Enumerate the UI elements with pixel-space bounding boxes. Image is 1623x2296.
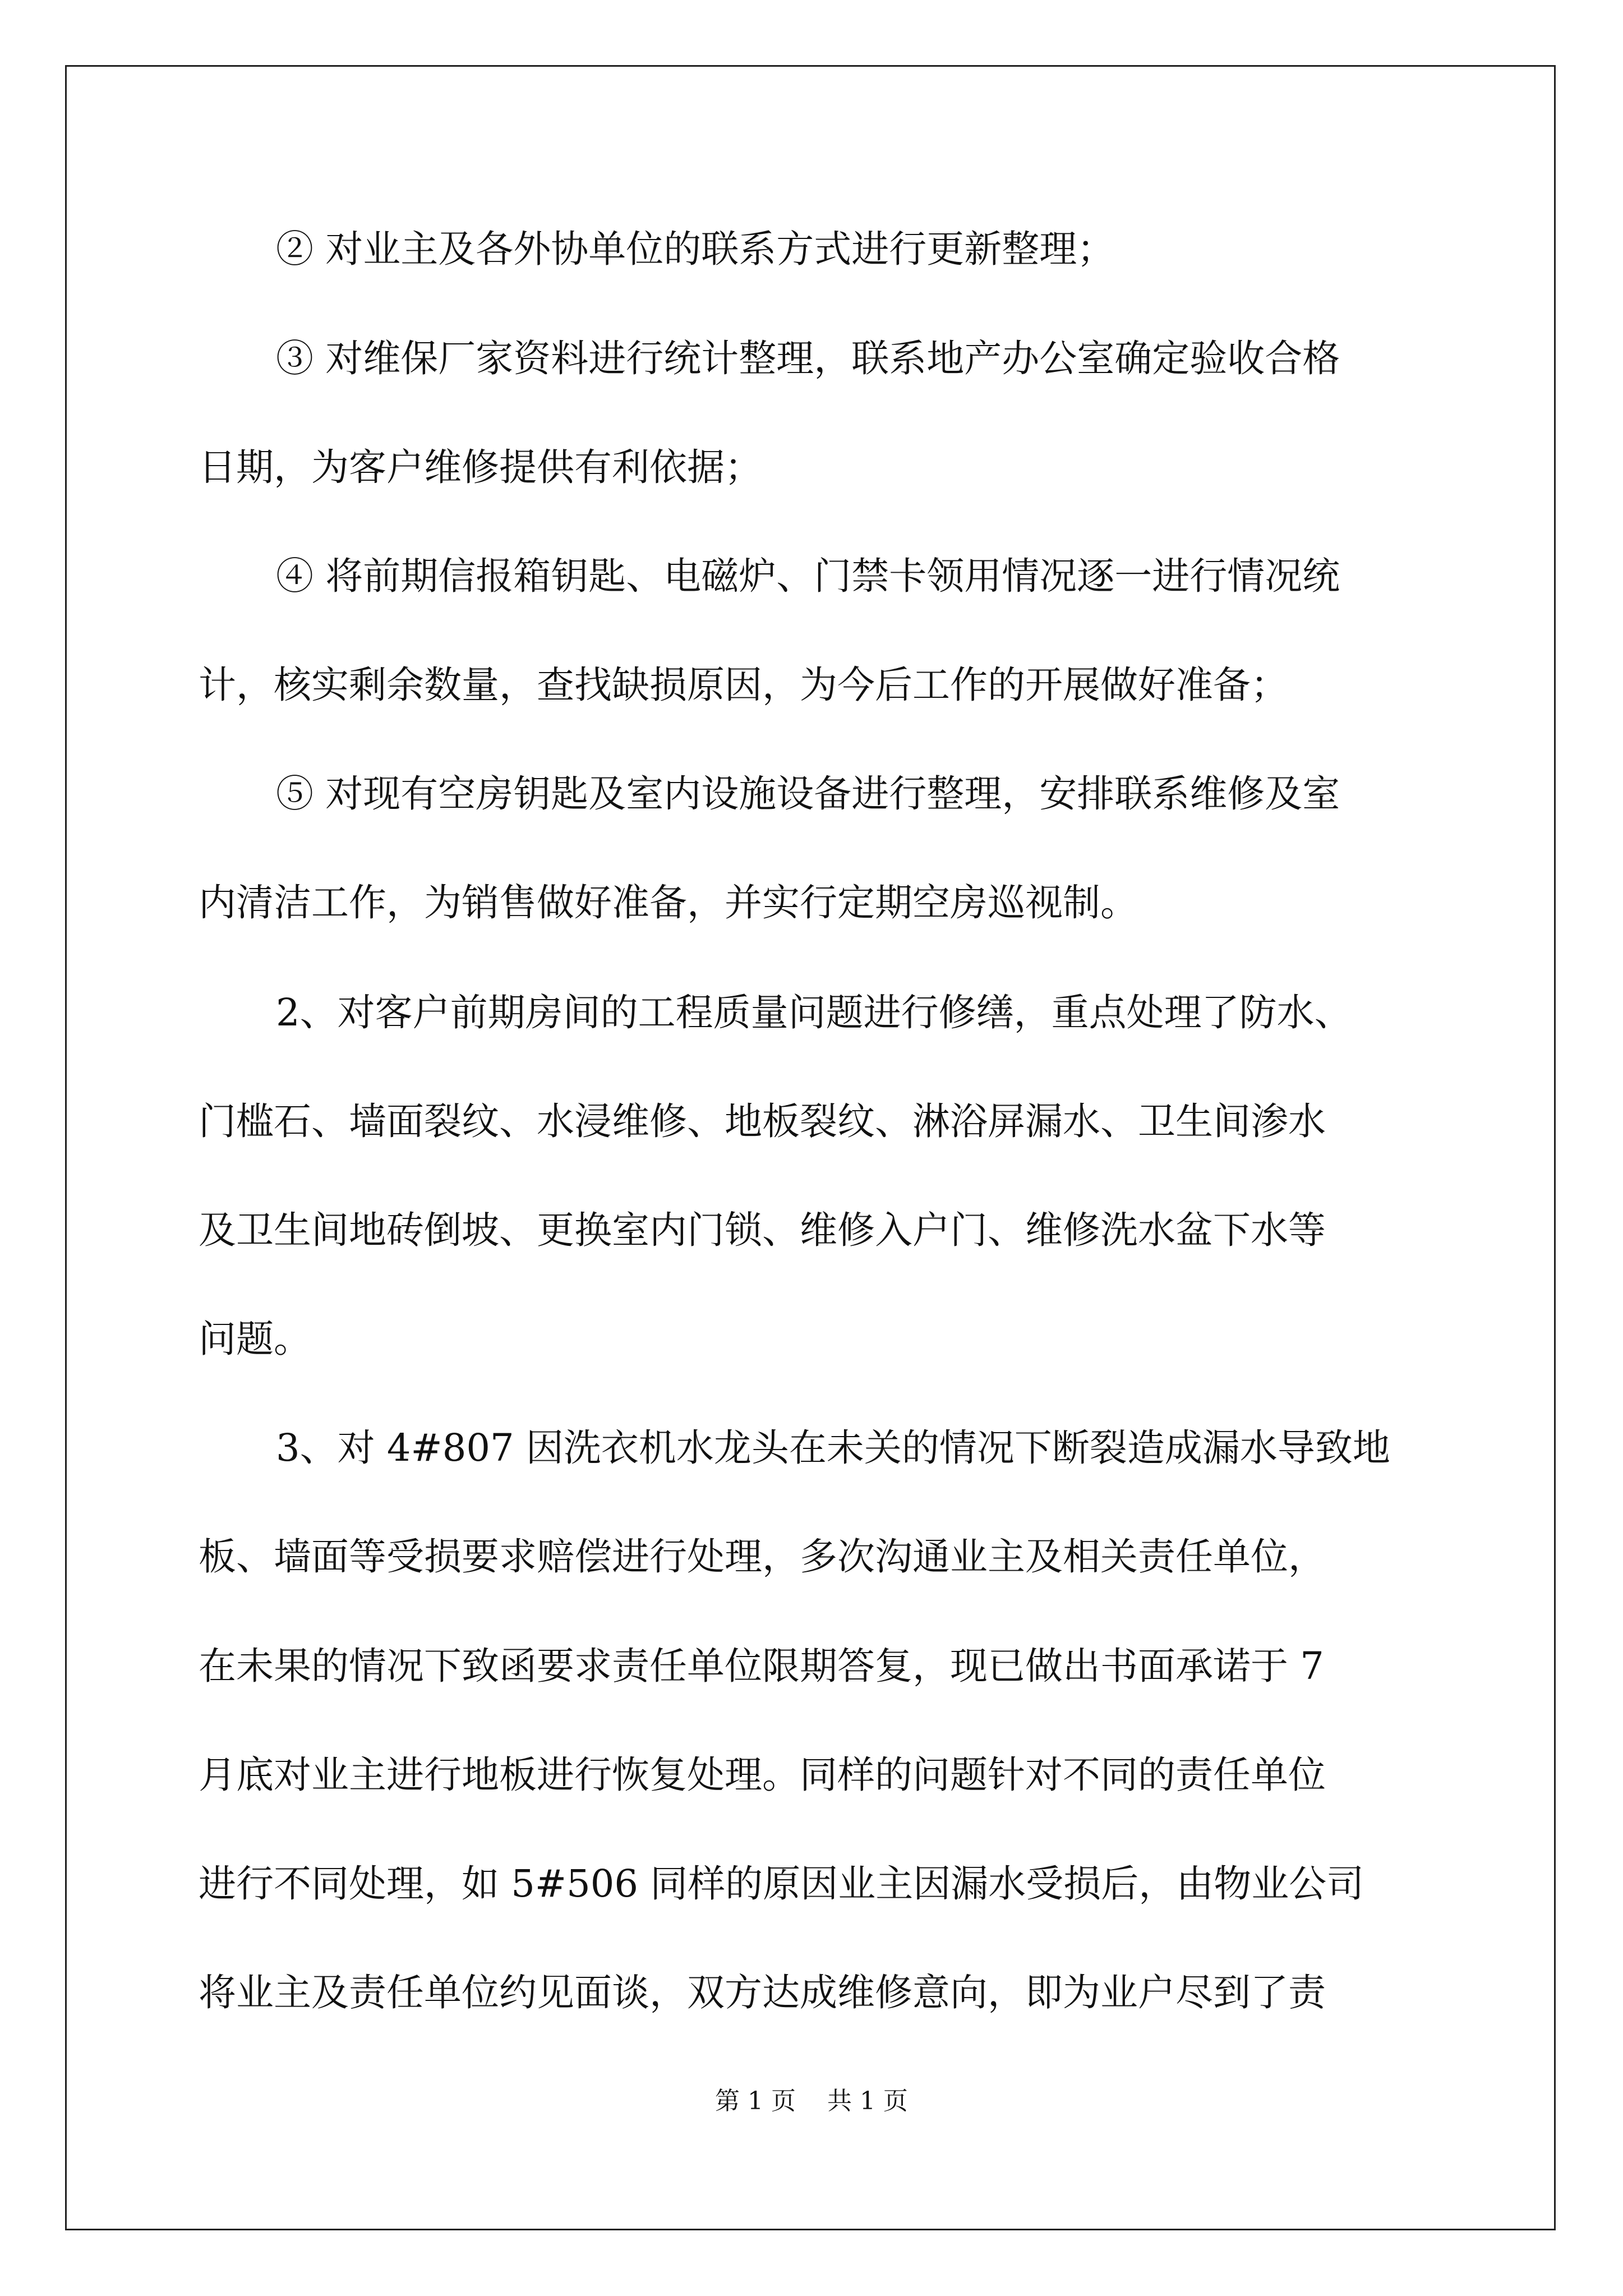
- text-line-2: ③ 对维保厂家资料进行统计整理，联系地产办公室确定验收合格: [276, 337, 1340, 380]
- text-line-15: 月底对业主进行地板进行恢复处理。同样的问题针对不同的责任单位: [199, 1753, 1326, 1797]
- text-line-17: 将业主及责任单位约见面谈，双方达成维修意向，即为业户尽到了责: [199, 1971, 1326, 2014]
- text-line-10: 及卫生间地砖倒坡、更换室内门锁、维修入户门、维修洗水盆下水等: [199, 1208, 1326, 1252]
- text-line-4: ④ 将前期信报箱钥匙、电磁炉、门禁卡领用情况逐一进行情况统: [276, 554, 1340, 598]
- text-line-1: ② 对业主及各外协单位的联系方式进行更新整理；: [276, 227, 1115, 271]
- text-line-3: 日期，为客户维修提供有利依据；: [199, 445, 762, 489]
- text-line-16: 进行不同处理，如 5#506 同样的原因业主因漏水受损后，由物业公司: [199, 1862, 1364, 1906]
- text-line-12: 3、对 4#807 因洗衣机水龙头在未关的情况下断裂造成漏水导致地: [276, 1426, 1390, 1470]
- text-line-9: 门槛石、墙面裂纹、水浸维修、地板裂纹、淋浴屏漏水、卫生间渗水: [199, 1099, 1326, 1143]
- text-line-8: 2、对客户前期房间的工程质量问题进行修缮，重点处理了防水、: [276, 991, 1352, 1034]
- text-line-5: 计，核实剩余数量，查找缺损原因，为今后工作的开展做好准备；: [199, 663, 1288, 707]
- page-footer: 第 1 页 共 1 页: [715, 2087, 908, 2115]
- text-line-11: 问题。: [199, 1317, 311, 1361]
- text-line-7: 内清洁工作，为销售做好准备，并实行定期空房巡视制。: [199, 881, 1138, 924]
- text-line-13: 板、墙面等受损要求赔偿进行处理，多次沟通业主及相关责任单位，: [199, 1535, 1326, 1579]
- text-line-6: ⑤ 对现有空房钥匙及室内设施设备进行整理，安排联系维修及室: [276, 772, 1340, 816]
- text-line-14: 在未果的情况下致函要求责任单位限期答复，现已做出书面承诺于 7: [199, 1644, 1324, 1688]
